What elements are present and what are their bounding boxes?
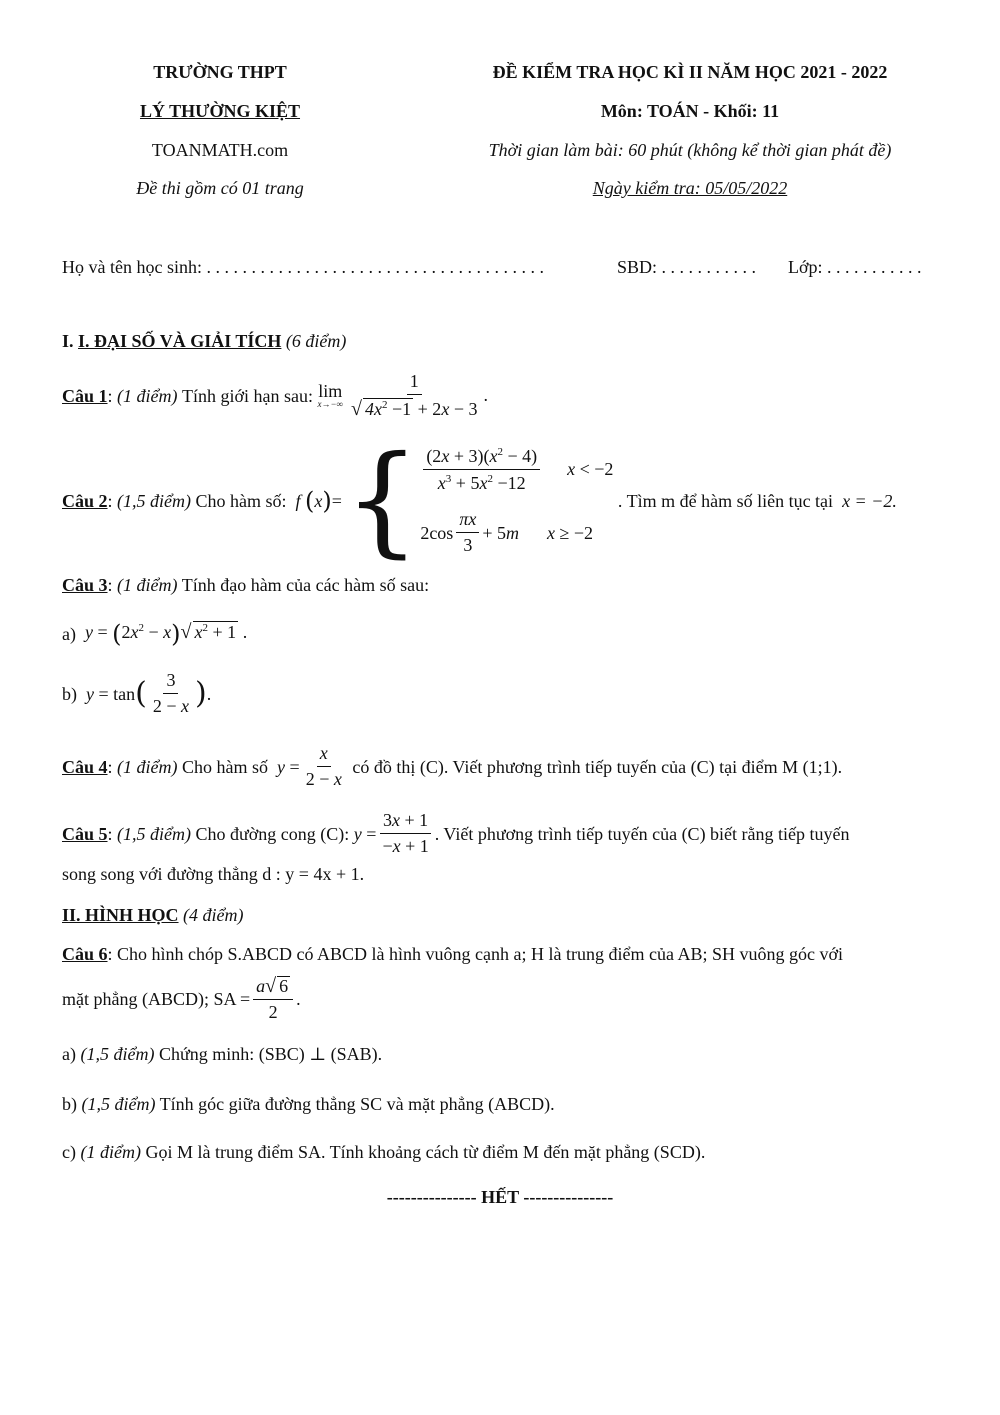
q6-sa-value: $\frac{a√ 6}{2}$ — [253, 975, 293, 1023]
q4-task: có đồ thị (C). Viết phương trình tiếp tuyến của (C) tại điểm M (1;1). — [352, 756, 843, 777]
question-5: Câu 5 : (1,5 điểm) Cho đường cong (C): y = $\frac{3x + 1}{-x + 1}$ . Viết phương trình tiếp tuyến của (C) biết rằng tiếp tuyến — [62, 810, 850, 856]
section2-points: (4 điểm) — [183, 905, 244, 925]
question-6 — [62, 944, 940, 965]
school-name-line1: TRƯỜNG THPT — [153, 62, 287, 82]
section1-title: I. I. ĐẠI SỐ VÀ GIẢI TÍCH — [62, 331, 282, 351]
q6-part-a: a) (1,5 điểm) Chứng minh: (SBC) ⊥ (SAB). — [62, 1044, 383, 1064]
q1-points: (1 điểm) — [117, 385, 178, 406]
q1-text: Tính giới hạn sau: — [182, 385, 314, 406]
q2-text: Cho hàm số: — [195, 490, 287, 511]
section2-title: II. HÌNH HỌC — [62, 905, 179, 925]
student-sbd-field: SBD: . . . . . . . . . . . — [617, 257, 757, 277]
q2-label: Câu 2 — [62, 490, 108, 511]
q4-label: Câu 4 — [62, 756, 108, 777]
q5-formula: y = $\frac{3x + 1}{-x + 1}$ — [354, 811, 435, 857]
q6-label: Câu 6 — [62, 944, 108, 964]
section2-heading — [62, 905, 940, 926]
q5-task: . Viết phương trình tiếp tuyến của (C) biết rằng tiếp tuyến — [434, 823, 850, 844]
q4-text: Cho hàm số — [182, 756, 269, 777]
q4-points: (1 điểm) — [117, 756, 178, 777]
q2-task: . Tìm m để hàm số liên tục tại — [617, 490, 834, 511]
q5-line2: song song với đường thẳng d : y = 4x + 1. — [62, 864, 365, 884]
q5-points: (1,5 điểm) — [117, 823, 192, 844]
end-marker: --------------- HẾT --------------- — [386, 1187, 614, 1207]
site-name: TOANMATH.com — [151, 140, 289, 160]
q2-points: (1,5 điểm) — [117, 490, 192, 511]
q1-formula: lim x→−∞ $\frac{1}{√ 4x^2 -1 + 2x - 3}$ . — [317, 371, 488, 420]
q2-condition: x = −2. — [842, 490, 897, 511]
exam-time: Thời gian làm bài: 60 phút (không kể thời gian phát đề) — [488, 140, 892, 160]
q2-function: f ( x ) = { $\frac{(2x + 3)(x^2 - 4)}{x^3 + 5x^2 -12}$ x < −2 2cos $\frac{\pi x}{3}$ + 5m x ≥ −2 — [295, 431, 614, 570]
exam-date: Ngày kiểm tra: 05/05/2022 — [592, 178, 788, 198]
student-class-field: Lớp: . . . . . . . . . . . — [788, 257, 922, 277]
q3-part-b: b) y = tan ( $\frac{3}{2 - x}$ ) . — [62, 670, 212, 716]
exam-title: ĐỀ KIỂM TRA HỌC KÌ II NĂM HỌC 2021 - 2022 — [492, 62, 888, 82]
section1-heading — [62, 331, 940, 352]
student-name-field: Họ và tên học sinh: . . . . . . . . . . . . . . . . . . . . . . . . . . . . . . . . . . . . . . — [62, 257, 544, 277]
q3-label: Câu 3 — [62, 575, 108, 595]
exam-subject: Môn: TOÁN - Khối: 11 — [600, 101, 780, 121]
q4-formula: y = $\frac{x}{2 - x}$ — [277, 743, 342, 789]
q3-text: Tính đạo hàm của các hàm số sau: — [181, 575, 430, 595]
q5-label: Câu 5 — [62, 823, 108, 844]
q6-text: : Cho hình chóp S.ABCD có ABCD là hình vuông cạnh a; H là trung điểm của AB; SH vuông góc với — [107, 944, 843, 964]
q3-points: (1 điểm) — [117, 575, 178, 595]
school-name-line2: LÝ THƯỜNG KIỆT — [139, 101, 301, 121]
question-4: Câu 4 : (1 điểm) Cho hàm số y = $\frac{x}{2 - x}$ có đồ thị (C). Viết phương trình tiếp tuyến của (C) tại điểm M (1;1). — [62, 743, 843, 789]
q3b-formula: y = tan ( $\frac{3}{2 - x}$ ) . — [86, 670, 212, 716]
question-1: Câu 1 : (1 điểm) Tính giới hạn sau: lim x→−∞ $\frac{1}{√ 4x^2 -1 + 2x - 3}$ . — [62, 371, 488, 420]
q5-text: Cho đường cong (C): — [195, 823, 350, 844]
q6-part-b: b) (1,5 điểm) Tính góc giữa đường thẳng SC và mặt phẳng (ABCD). — [62, 1094, 555, 1114]
section1-points: (6 điểm) — [285, 331, 347, 351]
q6-part-c: c) (1 điểm) Gọi M là trung điểm SA. Tính khoảng cách từ điểm M đến mặt phẳng (SCD). — [62, 1142, 706, 1162]
pages-note: Đề thi gồm có 01 trang — [136, 178, 304, 198]
q3a-formula: $y = (2x^2 - x)√$ $x^2 + 1$ . — [84, 620, 248, 648]
question-3: Câu 3: (1 điểm) Tính đạo hàm của các hàm số sau: — [62, 575, 430, 595]
q1-label: Câu 1 — [62, 385, 108, 406]
q6-line2: mặt phẳng (ABCD); SA = $\frac{a√ 6}{2}$ . — [62, 975, 301, 1023]
question-2: Câu 2 : (1,5 điểm) Cho hàm số: f ( x ) = { $\frac{(2x + 3)(x^2 - 4)}{x^3 + 5x^2 -12}$ x < −2 2cos $\frac{\pi x}{3}$ + 5m x ≥ −2 . Tìm m để hàm số liên tục tại x = −2. — [62, 431, 897, 570]
q3-part-a: a) $y = (2x^2 - x)√$ $x^2 + 1$ . — [62, 620, 248, 648]
